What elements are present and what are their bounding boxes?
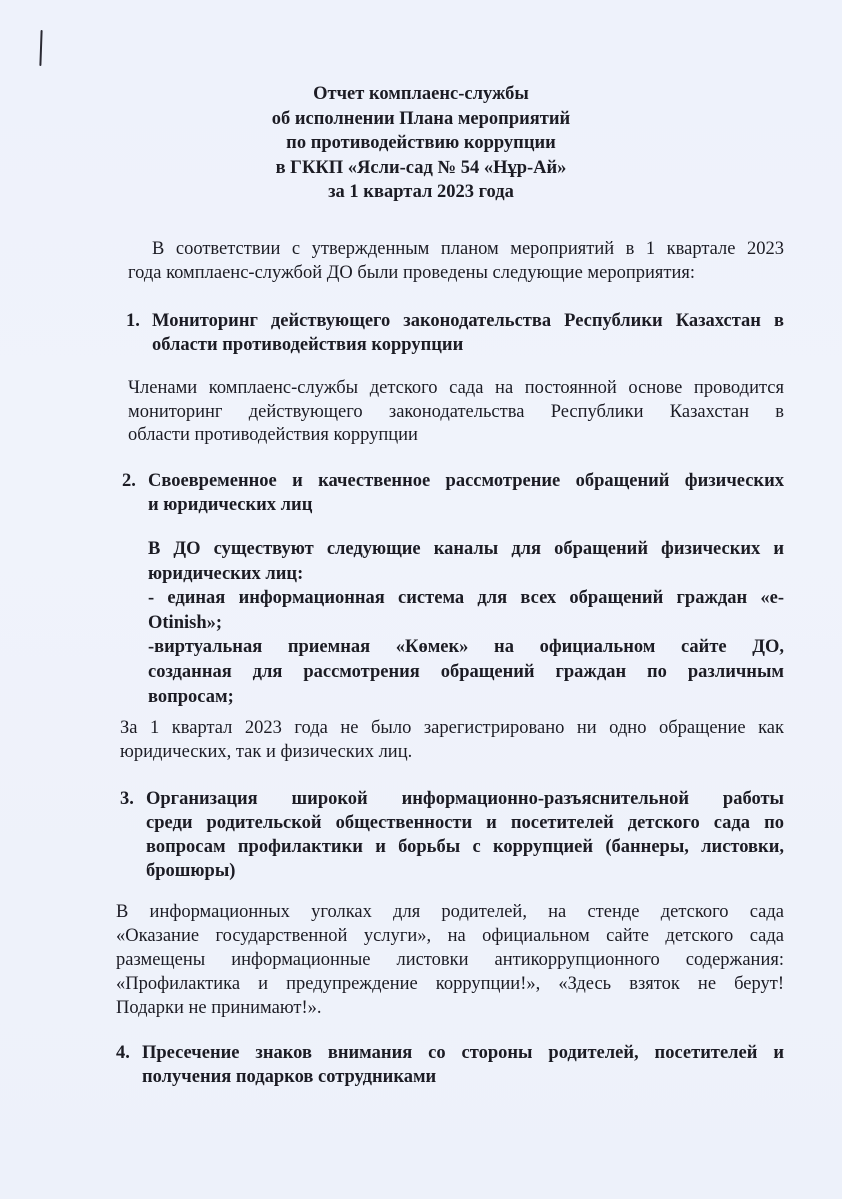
title-line: об исполнении Плана мероприятий xyxy=(271,108,571,129)
section-number: 1. xyxy=(126,311,140,331)
text-line: мониторинг действующего законодательства Республики Казахстан в xyxy=(128,401,784,422)
heading-line: Мониторинг действующего законодательства Республики Казахстан в xyxy=(152,311,784,331)
section-3-heading xyxy=(120,787,784,883)
heading-line: области противодействия коррупции xyxy=(152,335,464,355)
section-number: 2. xyxy=(122,471,136,491)
text-line: «Профилактика и предупреждение коррупции!», «Здесь взяток не берут! xyxy=(116,974,784,994)
section-2-heading xyxy=(122,469,784,517)
text-line: созданная для рассмотрения обращений граждан по различным xyxy=(148,661,784,682)
title-line: в ГККП «Ясли-сад № 54 «Нұр-Ай» xyxy=(275,157,567,178)
text-line: Членами комплаенс-службы детского сада на постоянной основе проводится xyxy=(128,378,784,398)
text-line: -виртуальная приемная «Көмек» на официальном сайте ДО, xyxy=(148,637,784,658)
text-line: В соответствии с утвержденным планом мероприятий в 1 квартале 2023 xyxy=(152,239,784,259)
text-line: юридических лиц: xyxy=(148,563,304,584)
pen-mark xyxy=(39,30,42,66)
document-title xyxy=(0,82,842,205)
section-number: 3. xyxy=(120,789,134,809)
title-line: по противодействию коррупции xyxy=(286,133,556,153)
text-line: вопросам; xyxy=(148,686,234,707)
heading-line: Своевременное и качественное рассмотрение обращений физических xyxy=(148,471,784,491)
text-line: юридических, так и физических лиц. xyxy=(120,741,413,762)
section-3-body xyxy=(116,900,784,1020)
title-line: за 1 квартал 2023 года xyxy=(328,182,514,202)
text-line: За 1 квартал 2023 года не было зарегистрировано ни одно обращение как xyxy=(120,718,784,738)
heading-line: получения подарков сотрудниками xyxy=(142,1067,437,1087)
heading-line: Организация широкой информационно-разъяснительной работы xyxy=(146,789,784,809)
heading-line: вопросам профилактики и борьбы с коррупцией (баннеры, листовки, xyxy=(146,837,784,857)
title-line: Отчет комплаенс-службы xyxy=(313,84,529,104)
heading-line: Пресечение знаков внимания со стороны родителей, посетителей и xyxy=(142,1043,784,1063)
section-1-heading xyxy=(126,309,784,357)
heading-line: брошюры) xyxy=(146,861,236,881)
text-line: года комплаенс-службой ДО были проведены следующие мероприятия: xyxy=(128,262,696,283)
text-line: «Оказание государственной услуги», на официальном сайте детского сада xyxy=(116,926,784,946)
section-number: 4. xyxy=(116,1043,130,1063)
text-line: размещены информационные листовки антикоррупционного содержания: xyxy=(116,950,784,970)
heading-line: среди родительской общественности и посетителей детского сада по xyxy=(146,813,784,833)
heading-line: и юридических лиц xyxy=(148,495,313,515)
section-1-body xyxy=(128,377,784,448)
text-line: области противодействия коррупции xyxy=(128,425,418,445)
intro-paragraph xyxy=(128,238,784,285)
text-line: В ДО существуют следующие каналы для обращений физических и xyxy=(148,539,784,559)
text-line: - единая информационная система для всех обращений граждан «е- xyxy=(148,588,784,609)
text-line: Подарки не принимают!». xyxy=(116,998,322,1018)
section-4-heading xyxy=(116,1041,784,1089)
section-2-channels xyxy=(148,537,784,709)
text-line: Otinish»; xyxy=(148,612,223,633)
section-2-body xyxy=(120,717,784,764)
text-line: В информационных уголках для родителей, на стенде детского сада xyxy=(116,902,784,922)
